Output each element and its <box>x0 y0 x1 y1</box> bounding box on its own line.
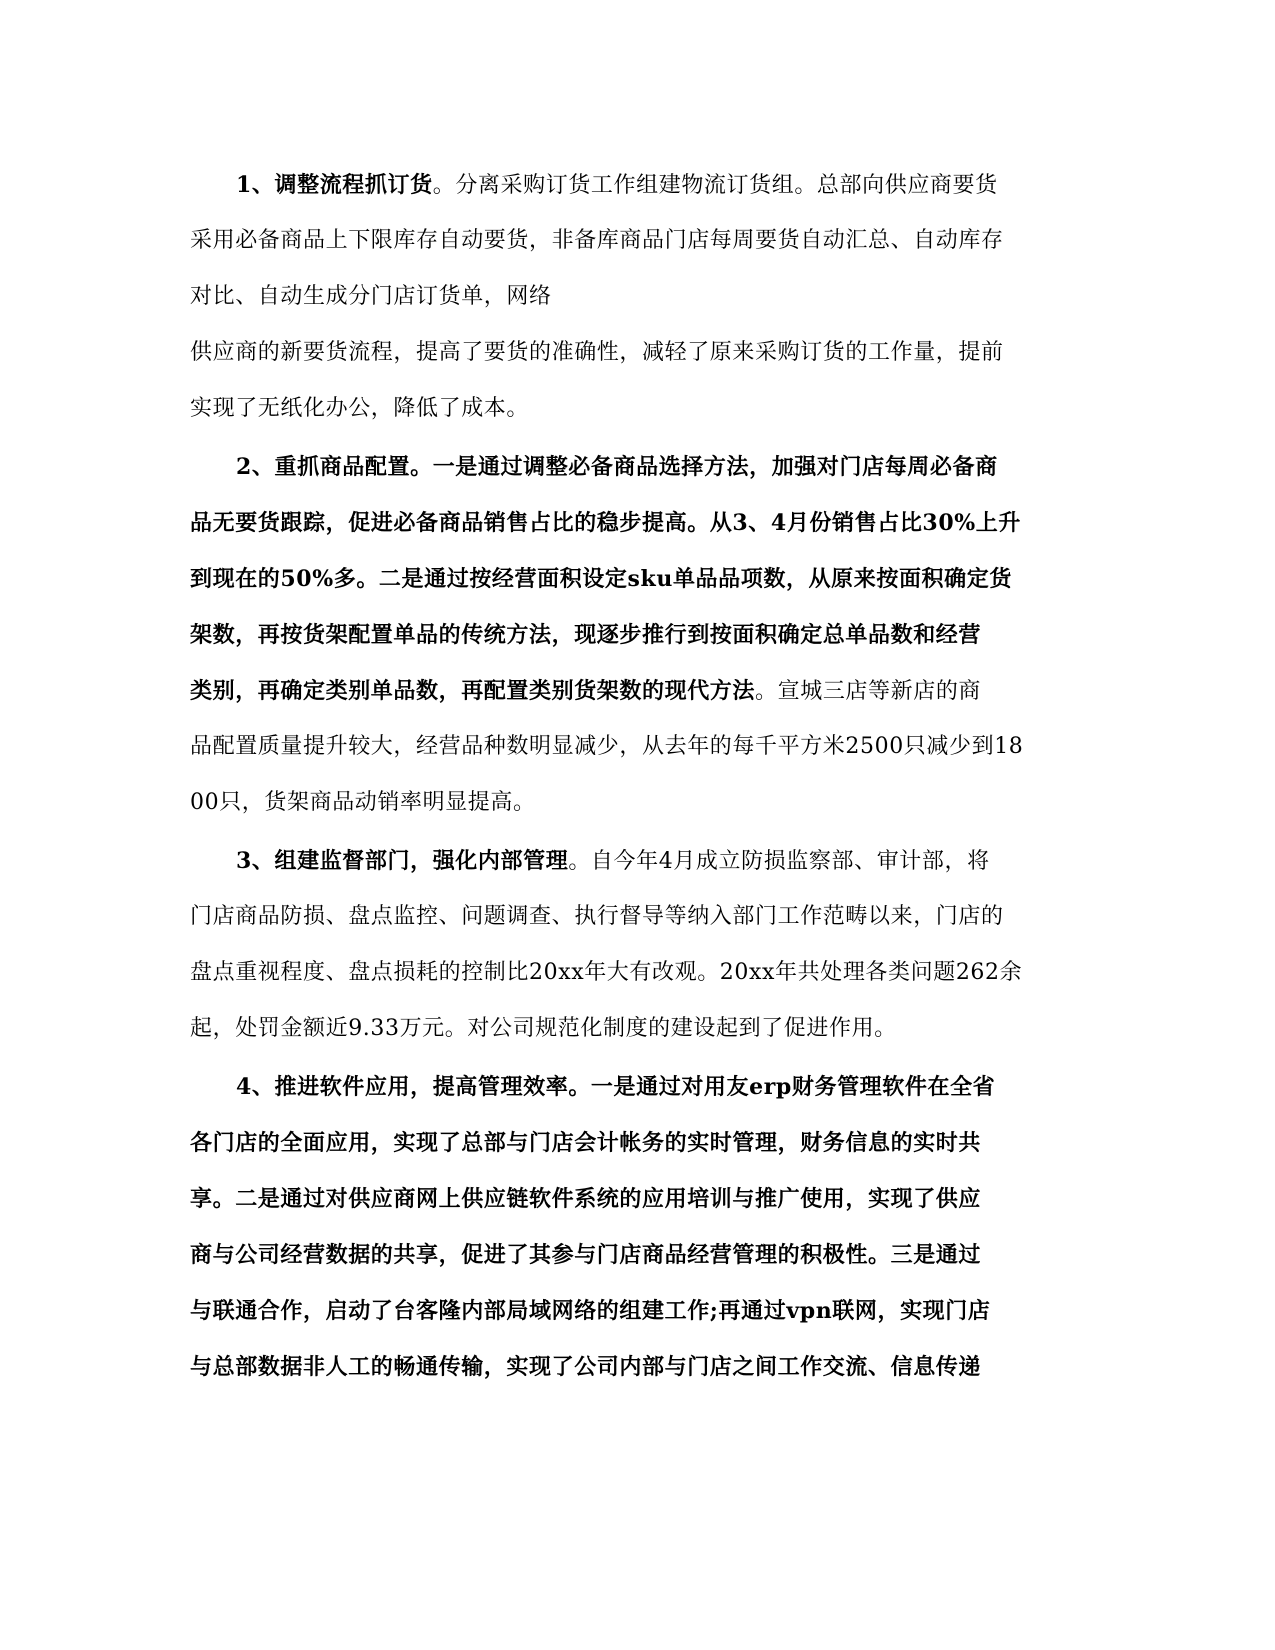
paragraph-1-line-3 <box>190 283 552 311</box>
paragraph-2-text-bold: 到现在的50%多。二是通过按经营面积设定sku单品品项数，从原来按面积确定货 <box>190 566 1012 592</box>
paragraph-2-text: 。一是通过调整必备商品选择方法，加强对门店每周必备商 <box>410 454 998 480</box>
paragraph-2-heading: 2、重抓商品配置 <box>236 454 411 480</box>
paragraph-3-text: 门店商品防损、盘点监控、问题调查、执行督导等纳入部门工作范畴以来，门店的 <box>190 904 1004 929</box>
paragraph-3-heading: 3、组建监督部门，强化内部管理 <box>236 848 569 874</box>
paragraph-4-line-1 <box>236 1073 995 1102</box>
paragraph-2-line-2 <box>190 509 1021 538</box>
paragraph-4-text: 。二是通过对供应商网上供应链软件系统的应用培训与推广使用，实现了供应 <box>212 1186 982 1212</box>
paragraph-3-line-4 <box>190 1015 897 1043</box>
paragraph-2-line-4 <box>190 621 981 650</box>
paragraph-1-text: 实现了无纸化办公，降低了成本。 <box>190 396 530 421</box>
paragraph-3-text: 盘点重视程度、盘点损耗的控制比20xx年大有改观。20xx年共处理各类问题262余 <box>190 960 1023 985</box>
paragraph-2-line-1 <box>236 453 998 482</box>
paragraph-3-text: 。自今年4月成立防损监察部、审计部，将 <box>568 849 990 874</box>
paragraph-4-line-4 <box>190 1241 981 1270</box>
paragraph-4-heading: 4、推进软件应用，提高管理效率 <box>236 1074 569 1100</box>
paragraph-2-text: 。宣城三店等新店的商 <box>755 679 982 704</box>
paragraph-1-heading: 1、调整流程抓订货 <box>236 172 433 198</box>
paragraph-4-text: 。一是通过对用友erp财务管理软件在全省 <box>568 1074 996 1100</box>
paragraph-2-text-bold: 类别，再确定类别单品数，再配置类别货架数的现代方法 <box>190 678 756 704</box>
paragraph-4-text-bold: 享 <box>190 1186 213 1212</box>
paragraph-2-text-bold: 架数，再按货架配置单品的传统方法，现逐步推行到按面积确定总单品数和经营 <box>190 622 982 648</box>
paragraph-1-line-1 <box>236 171 998 200</box>
paragraph-3-text: 起，处罚金额近9.33万元。对公司规范化制度的建设起到了促进作用。 <box>190 1016 897 1041</box>
paragraph-3-line-2 <box>190 903 1004 931</box>
paragraph-1-line-2 <box>190 227 1004 255</box>
paragraph-2-text-bold: 品无要货跟踪，促进必备商品销售占比的稳步提高。从3、4月份销售占比30%上升 <box>190 510 1021 536</box>
paragraph-1-text: 采用必备商品上下限库存自动要货，非备库商品门店每周要货自动汇总、自动库存 <box>190 228 1004 253</box>
paragraph-4-text-bold: 各门店的全面应用，实现了总部与门店会计帐务的实时管理，财务信息的实时共 <box>190 1130 982 1156</box>
paragraph-4-line-6 <box>190 1353 981 1382</box>
paragraph-1-text: 供应商的新要货流程，提高了要货的准确性，减轻了原来采购订货的工作量，提前 <box>190 340 1004 365</box>
paragraph-4-text: 商与公司经营数据的共享，促进了其参与门店商品经营管理的积极性。三是通过 <box>190 1242 982 1268</box>
paragraph-2-line-5 <box>190 677 981 706</box>
paragraph-4-text: 与总部数据非人工的畅通传输，实现了公司内部与门店之间工作交流、信息传递 <box>190 1354 982 1380</box>
paragraph-1-line-5 <box>190 395 529 423</box>
paragraph-4-line-5 <box>190 1297 990 1326</box>
paragraph-3-line-1 <box>236 847 990 876</box>
paragraph-2-line-7 <box>190 789 536 817</box>
paragraph-2-text: 00只，货架商品动销率明显提高。 <box>190 790 536 815</box>
paragraph-4-text: 与联通合作，启动了台客隆内部局域网络的组建工作;再通过vpn联网，实现门店 <box>190 1298 991 1324</box>
paragraph-3-line-3 <box>190 959 1022 987</box>
paragraph-2-line-3 <box>190 565 1012 594</box>
paragraph-2-text: 品配置质量提升较大，经营品种数明显减少，从去年的每千平方米2500只减少到18 <box>190 734 1024 759</box>
paragraph-4-line-2 <box>190 1129 981 1158</box>
paragraph-4-line-3 <box>190 1185 981 1214</box>
paragraph-1-text: 。分离采购订货工作组建物流订货组。总部向供应商要货 <box>432 173 998 198</box>
paragraph-1-line-4 <box>190 339 1004 367</box>
paragraph-2-line-6 <box>190 733 1023 761</box>
paragraph-1-text: 对比、自动生成分门店订货单，网络 <box>190 284 552 309</box>
